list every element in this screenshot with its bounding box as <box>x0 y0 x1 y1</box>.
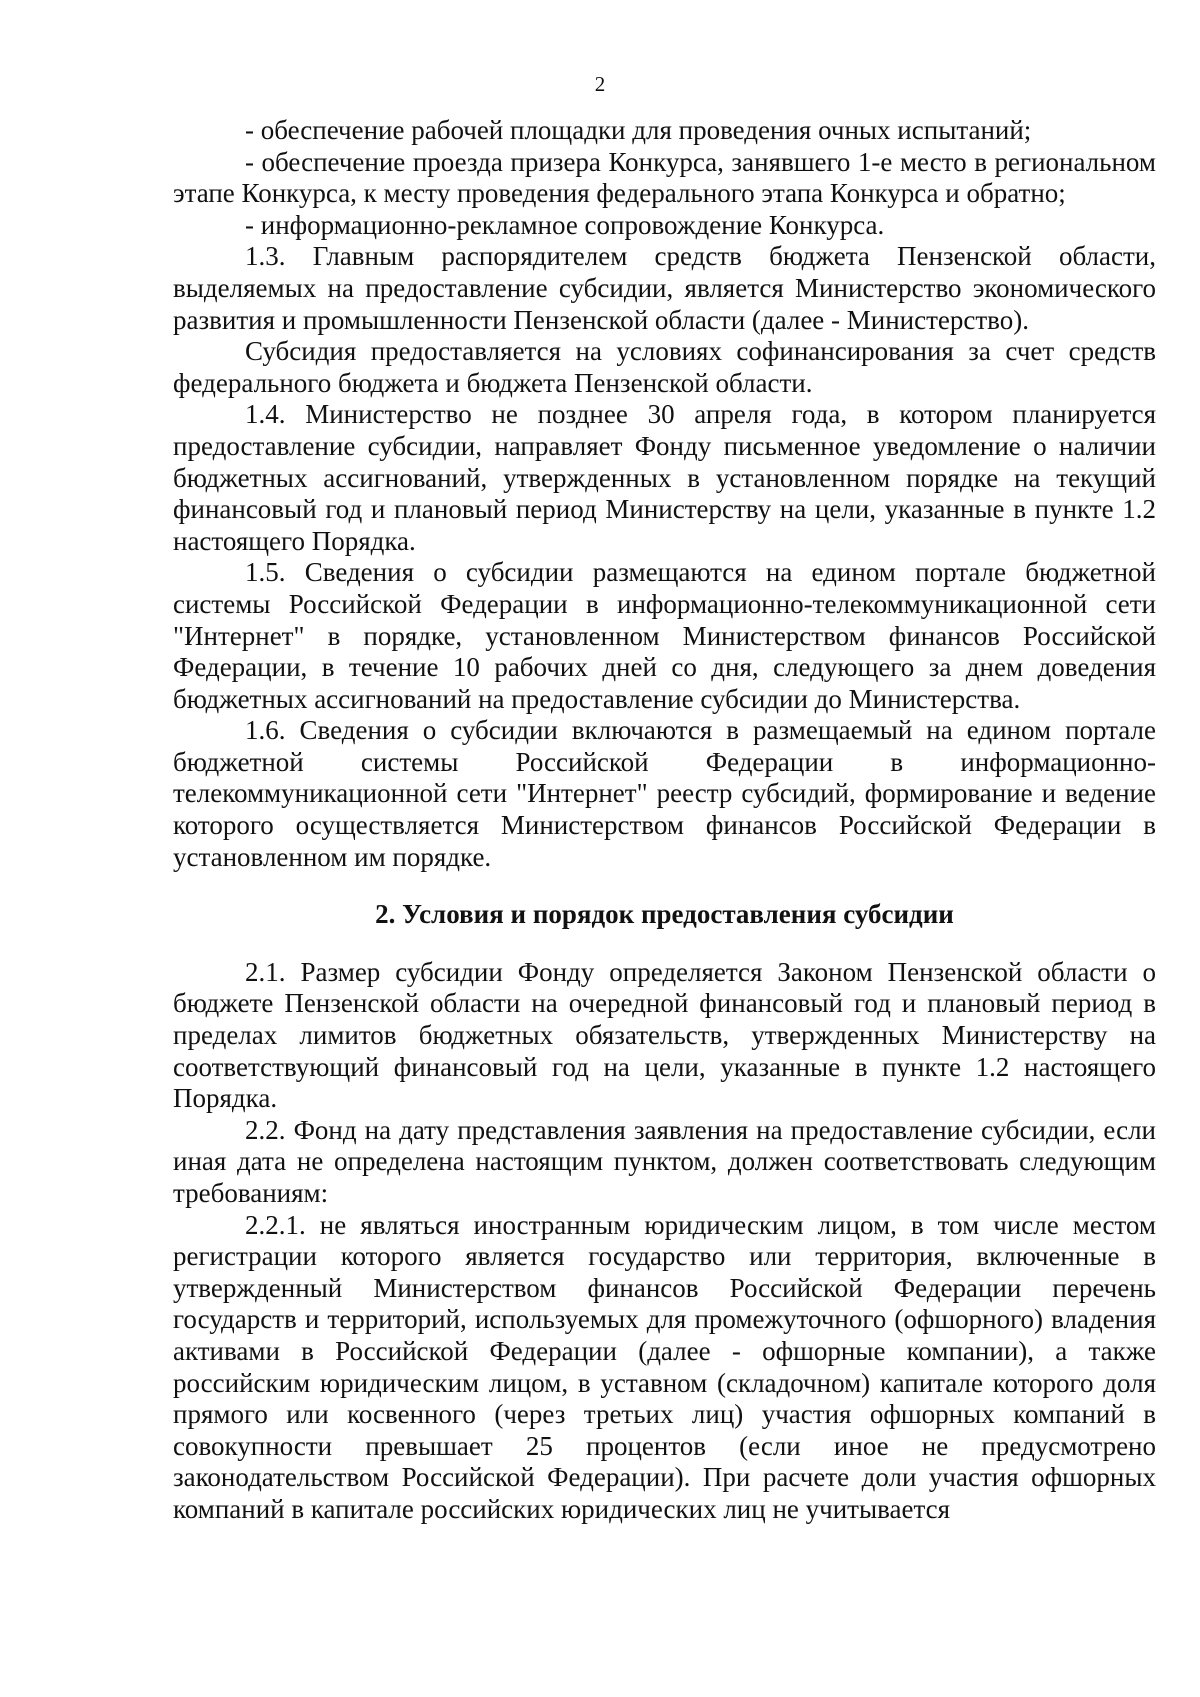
paragraph-2-1: 2.1. Размер субсидии Фонду определяется Законом Пензенской области о бюджете Пензенской области на очередной финансовый год и плановый период в пределах лимитов бюджетных обязательств, утвержденных Министерству на соответствующий финансовый год на цели, указанные в пункте 1.2 настоящего Порядка. <box>173 956 1156 1114</box>
paragraph-2-2-1: 2.2.1. не являться иностранным юридическим лицом, в том числе местом регистрации которого является государство или территория, включенные в утвержденный Министерством финансов Российской Федерации перечень государств и территорий, используемых для промежуточного (офшорного) владения активами в Российской Федерации (далее - офшорные компании), а также российским юридическим лицом, в уставном (складочном) капитале которого доля прямого или косвенного (через третьих лиц) участия офшорных компаний в совокупности превышает 25 процентов (если иное не предусмотрено законодательством Российской Федерации). При расчете доли участия офшорных компаний в капитале российских юридических лиц не учитывается <box>173 1209 1156 1524</box>
paragraph-cofinancing: Субсидия предоставляется на условиях софинансирования за счет средств федерального бюджета и бюджета Пензенской области. <box>173 336 1156 398</box>
document-body <box>173 115 1156 1526</box>
paragraph-advertising: - информационно-рекламное сопровождение Конкурса. <box>245 209 885 240</box>
paragraph-1-6: 1.6. Сведения о субсидии включаются в размещаемый на едином портале бюджетной системы Российской Федерации в информационно-телекоммуникационной сети "Интернет" реестр субсидий, формирование и ведение которого осуществляется Министерством финансов Российской Федерации в установленном им порядке. <box>173 715 1156 872</box>
paragraph-2-2: 2.2. Фонд на дату представления заявления на предоставление субсидии, если иная дата не определена настоящим пунктом, должен соответствовать следующим требованиям: <box>173 1114 1156 1208</box>
paragraph-venue: - обеспечение рабочей площадки для проведения очных испытаний; <box>245 115 1032 145</box>
paragraph-1-4: 1.4. Министерство не позднее 30 апреля года, в котором планируется предоставление субсидии, направляет Фонду письменное уведомление о наличии бюджетных ассигнований, утвержденных в установленном порядке на текущий финансовый год и плановый период Министерству на цели, указанные в пункте 1.2 настоящего Порядка. <box>173 399 1156 556</box>
paragraph-1-3: 1.3. Главным распорядителем средств бюджета Пензенской области, выделяемых на предоставление субсидии, является Министерство экономического развития и промышленности Пензенской области (далее - Министерство). <box>173 241 1156 335</box>
page-number: 2 <box>594 72 606 96</box>
section-heading: 2. Условия и порядок предоставления субсидии <box>375 899 954 930</box>
paragraph-1-5: 1.5. Сведения о субсидии размещаются на едином портале бюджетной системы Российской Федерации в информационно-телекоммуникационной сети "Интернет" в порядке, установленном Министерством финансов Российской Федерации, в течение 10 рабочих дней со дня, следующего за днем доведения бюджетных ассигнований на предоставление субсидии до Министерства. <box>173 557 1156 714</box>
paragraph-travel: - обеспечение проезда призера Конкурса, занявшего 1-е место в региональном этапе Конкурса, к месту проведения федерального этапа Конкурса и обратно; <box>173 146 1156 209</box>
